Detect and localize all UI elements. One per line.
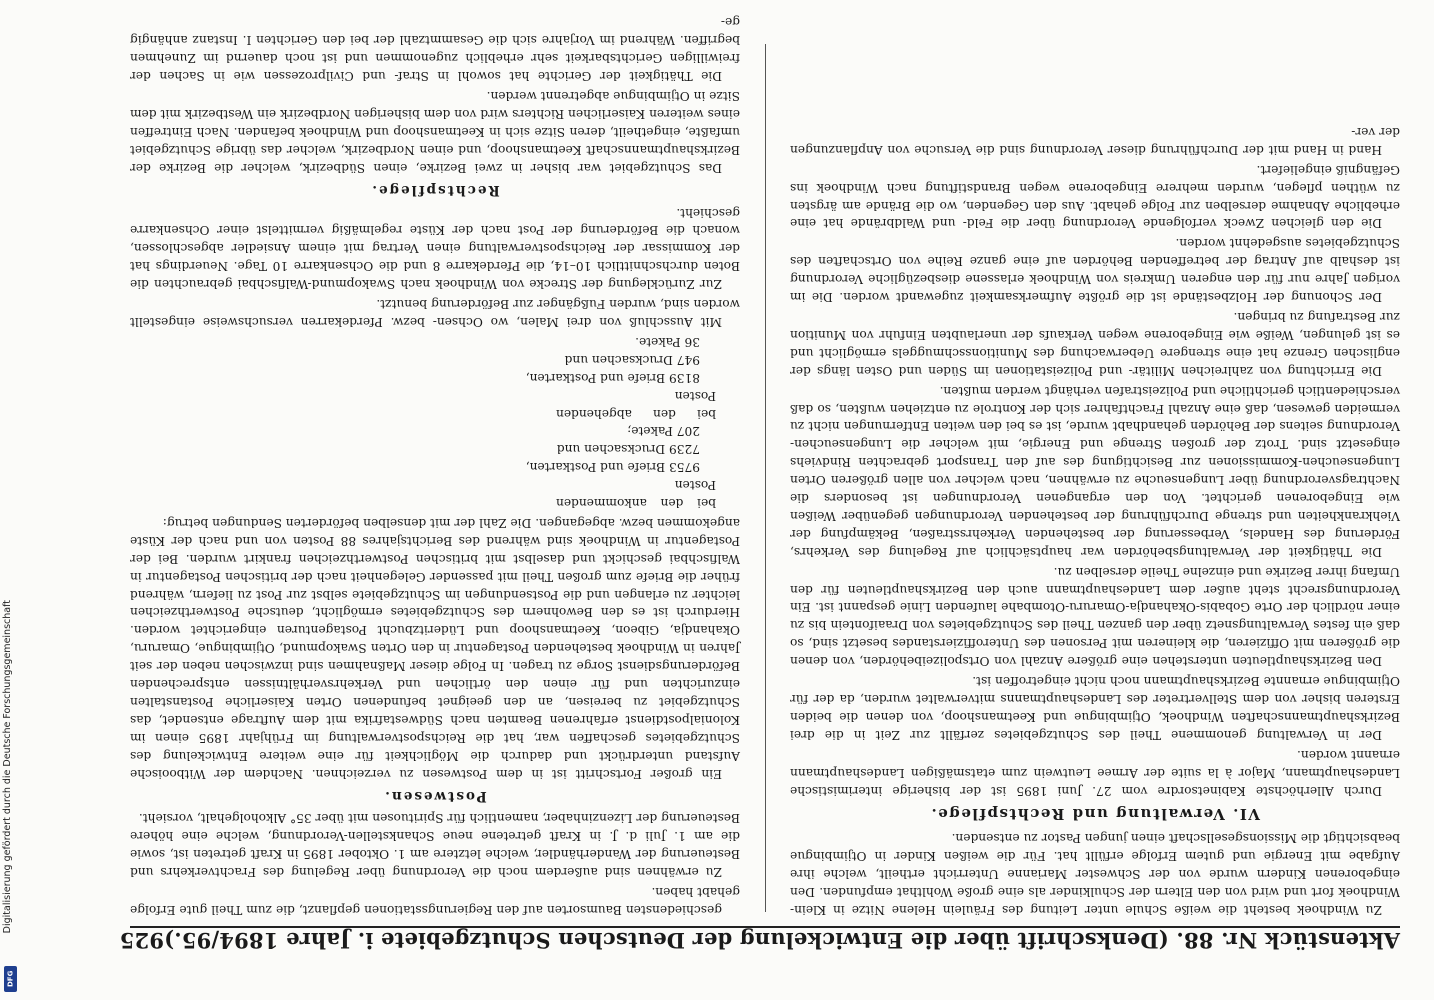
- rotated-document-page: [119, 15, 1400, 968]
- subsection-heading-justice: Rechtspflege.: [370, 181, 500, 198]
- page-header: [119, 926, 1400, 968]
- paragraph: Ein großer Fortschritt ist in dem Postwesen zu verzeichnen. Nachdem der Witbooische Aufstand unterdrückt und dadurch die Möglichkeit für eine weitere Entwickelung des Schutzgebietes geschaffen war, hat die Reichspostverwaltung im Frühjahr 1895 einen im Kolonialpostdienst erfahrenen Beamten nach Südwestafrika mit dem Auftrage entsendet, das Schutzgebiet zu bereisen, an den geeignet befundenen Orten Kaiserliche Postanstalten einzurichten und für einen den örtlichen und Verkehrsverhältnissen entsprechenden Beförderungsdienst Sorge zu tragen. In Folge dieser Maßnahmen sind inzwischen neben der seit Jahren in Windhoek bestehenden Postagentur in den Orten Swakopmund, Otjimbingue, Omaruru, Okahandja, Gibeon, Keetmanshoop und Lüderitzbucht Postagenturen eingerichtet worden. Hierdurch ist es den Bewohnern des Schutzgebietes ermöglicht, deutsche Postwerthzeichen leichter zu erlangen und die Postsendungen im Schutzgebiete selbst zur Post zu liefern, während früher die Briefe zum großen Theil mit passender Gelegenheit nach der britischen Postagentur in Walfischbai geschickt und daselbst mit britischen Postwerthzeichen frankirt wurden. Bei der Postagentur in Windhoek sind während des Berichtsjahres 88 Posten von und nach der Küste angekommen bezw. abgegangen. Die Zahl der mit denselben beförderten Sendungen betrug:: [130, 515, 740, 781]
- section-heading: VI. Verwaltung und Rechtspflege.: [930, 805, 1260, 824]
- stats-row: 7239 Drucksachen und: [556, 442, 700, 457]
- stats-intro-incoming: bei den ankommenden Posten: [556, 478, 716, 511]
- dfg-logo-icon: [4, 966, 17, 992]
- paragraph: Der in Verwaltung genommene Theil des Schutzgebietes zerfällt zur Zeit in die drei Bezirkshauptmannschaften Windhoek, Otjimbingue und Keetmanshoop, von denen die beiden Ersteren bisher von dem Stellvertreter des Landeshauptmanns mitverwaltet wurden, da der für Otjimbingue ernannte Bezirkshauptmann noch nicht eingetroffen ist.: [790, 674, 1400, 742]
- paragraph: Der Schonung der Holzbestände ist die größte Aufmerksamkeit zugewandt worden. Die im vorigen Jahre nur für den engeren Umkreis von Windhoek erlassene diesbezügliche Verordnung ist deshalb auf Antrag der betreffenden Behörden auf eine ganze Reihe von Ortschaften des Schutzgebietes ausgedehnt worden.: [790, 236, 1400, 305]
- paragraph: Zu Windhoek besteht die weiße Schule unter Leitung des Fräulein Helene Nitze in Klein-Windhoek fort und wird von den Eltern der Schulkinder als eine große Wohlthat empfunden. Den eingeborenen Kindern wurde von der Schwester Marianne Unterricht ertheilt, welche ihre Aufgabe mit Energie und gutem Erfolge erfüllt hat. Für die weißen Kinder in Otjimbingue beabsichtigt die Missionsgesellschaft einen jungen Pastor zu entsenden.: [790, 831, 1400, 917]
- stats-row: 8139 Briefe und Postkarten,: [525, 370, 700, 385]
- column-one: [790, 38, 1400, 918]
- stats-intro-outgoing: bei den abgehenden Posten: [556, 388, 716, 421]
- stats-row: 36 Pakete.: [635, 334, 700, 349]
- paragraph: Die den gleichen Zweck verfolgende Verordnung über die Feld- und Waldbrände hat eine erhebliche Abnahme derselben zur Folge gehabt. Aus den Gegenden, wo die Brände am ärgsten zu wüthen pflegen, wurden mehrere Eingeborene wegen Brandstiftung nach Windhoek ins Gefängniß eingeliefert.: [790, 162, 1400, 231]
- paragraph: Durch Allerhöchste Kabinetsordre vom 27. Juni 1895 ist der bisherige interimistische Landeshauptmann, Major à la suite der Armee Leutwein zum etatsmäßigen Landeshauptmann ernannt worden.: [790, 747, 1400, 798]
- paragraph: Hand in Hand mit der Durchführung dieser Verordnung sind die Versuche von Anpflanzungen der ver-: [790, 124, 1400, 157]
- column-divider: [765, 44, 766, 912]
- page-number: 925: [119, 928, 164, 953]
- paragraph: Die Thätigkeit der Verwaltungsbehörden war hauptsächlich auf Regelung des Verkehrs, Förderung des Handels, Verbesserung der bestehenden Verkehrsstraßen, Bekämpfung der Viehkrankheiten und strenge Durchführung der bestehenden Verordnungen gegenüber Weißen wie Eingeborenen gerichtet. Von den ergangenen Verordnungen ist besonders die Nachtragsverordnung über Lungenseuche zu erwähnen, nach welcher von allen größeren Orten Lungenseuchen-Kommissionen zur Besichtigung des auf den Transport gebrachten Rindviehs eingesetzt sind. Trotz der großen Strenge und Energie, mit welcher die Lungenseuchen-Verordnung seitens der Behörden gehandhabt wurde, ist es bei den weiten Entfernungen nicht zu vermeiden gewesen, daß eine Anzahl Frachtfahrer sich der Kontrole zu entziehen wußten, so daß verschiedentlich gerichtliche und Polizeistrafen verhängt werden mußten.: [790, 383, 1400, 559]
- stats-row: 207 Pakete;: [627, 424, 700, 439]
- viewer-gutter: [0, 0, 22, 1000]
- paragraph: Zu erwähnen sind außerdem noch die Verordnung über Regelung des Frachtverkehrs und Besteuerung der Wanderhändler, welche letztere am 1. Oktober 1895 in Kraft getreten ist, sowie die am 1. Juli d. J. in Kraft getretene neue Schankstellen-Verordnung, welche eine höhere Besteuerung der Lizenzinhaber, namentlich für Spirituosen mit über 35° Alkoholgehalt, vorsieht.: [130, 811, 740, 880]
- mail-statistics: [130, 332, 740, 511]
- paragraph: Den Bezirkshauptleuten unterstehen eine größere Anzahl von Ortspolizeibehörden, von denen die größeren mit Offizieren, die kleineren mit Personen des Unteroffizierstandes besetzt sind, so daß ein festes Verwaltungsnetz über den ganzen Theil des Schutzgebietes von Draaifontein bis zu einer nördlich der Orte Gobabis-Okahandja-Omaruru-Otombahe laufenden Linie gespannt ist. Ein Verordnungsrecht steht außer dem Landeshauptmann auch den Bezirkshauptleuten für den Umfang ihrer Bezirke und einzelne Theile derselben zu.: [790, 564, 1400, 669]
- paragraph: Die Thätigkeit der Gerichte hat sowohl in Straf- und Civilprozessen wie in Sachen der freiwilligen Gerichtsbarkeit sehr erheblich zugenommen und ist noch dauernd im Zunehmen begriffen. Während im Vorjahre sich die Gesammtzahl der bei den Gerichten I. Instanz anhängig ge-: [130, 15, 740, 84]
- digitization-credit: Digitalisierung gefördert durch die Deutsche Forschungsgemeinschaft: [2, 600, 13, 934]
- stats-row: 947 Drucksachen und: [564, 352, 700, 367]
- column-two: [130, 15, 740, 918]
- subsection-heading-post: Postwesen.: [383, 787, 487, 804]
- running-title: Aktenstück Nr. 88. (Denkschrift über die Entwickelung der Deutschen Schutzgebiete i. Jahre 1894/95.): [163, 928, 1400, 953]
- text-columns: [130, 15, 1400, 918]
- stats-row: 9753 Briefe und Postkarten,: [525, 460, 700, 475]
- paragraph: Zur Zurücklegung der Strecke von Windhoek nach Swakopmund-Walfischbai gebrauchten die Boten durchschnittlich 10–14, die Pferdekarre 8 und die Ochsenkarre 10 Tage. Neuerdings hat der Kommissar der Reichspostverwaltung einen Vertrag mit einem Ansiedler abgeschlossen, wonach die Beförderung der Post nach der Küste regelmäßig vermittelst einer Ochsenkarre geschieht.: [130, 205, 740, 292]
- paragraph: geschiedensten Baumsorten auf den Regierungsstationen gepflanzt, die zum Theil gute Erfolge gehabt haben.: [130, 885, 740, 917]
- paragraph: Das Schutzgebiet war bisher in zwei Bezirke, einen Südbezirk, welcher die Bezirke der Bezirkshauptmannschaft Keetmanshoop, und einen Nordbezirk, welcher das übrige Schutzgebiet umfaßte, eingetheilt, deren Sitze sich in Keetmanshoop und Windhoek befanden. Nach Eintreffen eines weiteren Kaiserlichen Richters wird von dem bisherigen Nordbezirk ein Westbezirk mit dem Sitze in Otjimbingue abgetrennt werden.: [130, 89, 740, 175]
- paragraph: Die Errichtung von zahlreichen Militär- und Polizeistationen im Süden und Osten längs der englischen Grenze hat eine strengere Ueberwachung des Munitionsschmuggels ermöglicht und es ist gelungen, Weiße wie Eingeborene wegen Verkaufs der unerlaubten Einfuhr von Munition zur Bestrafung zu bringen.: [790, 310, 1400, 378]
- dfg-logo-text: DFG: [6, 970, 15, 988]
- paragraph: Mit Ausschluß von drei Malen, wo Ochsen- bezw. Pferdekarren versuchsweise eingestellt worden sind, wurden Fußgänger zur Beförderung benutzt.: [130, 297, 740, 329]
